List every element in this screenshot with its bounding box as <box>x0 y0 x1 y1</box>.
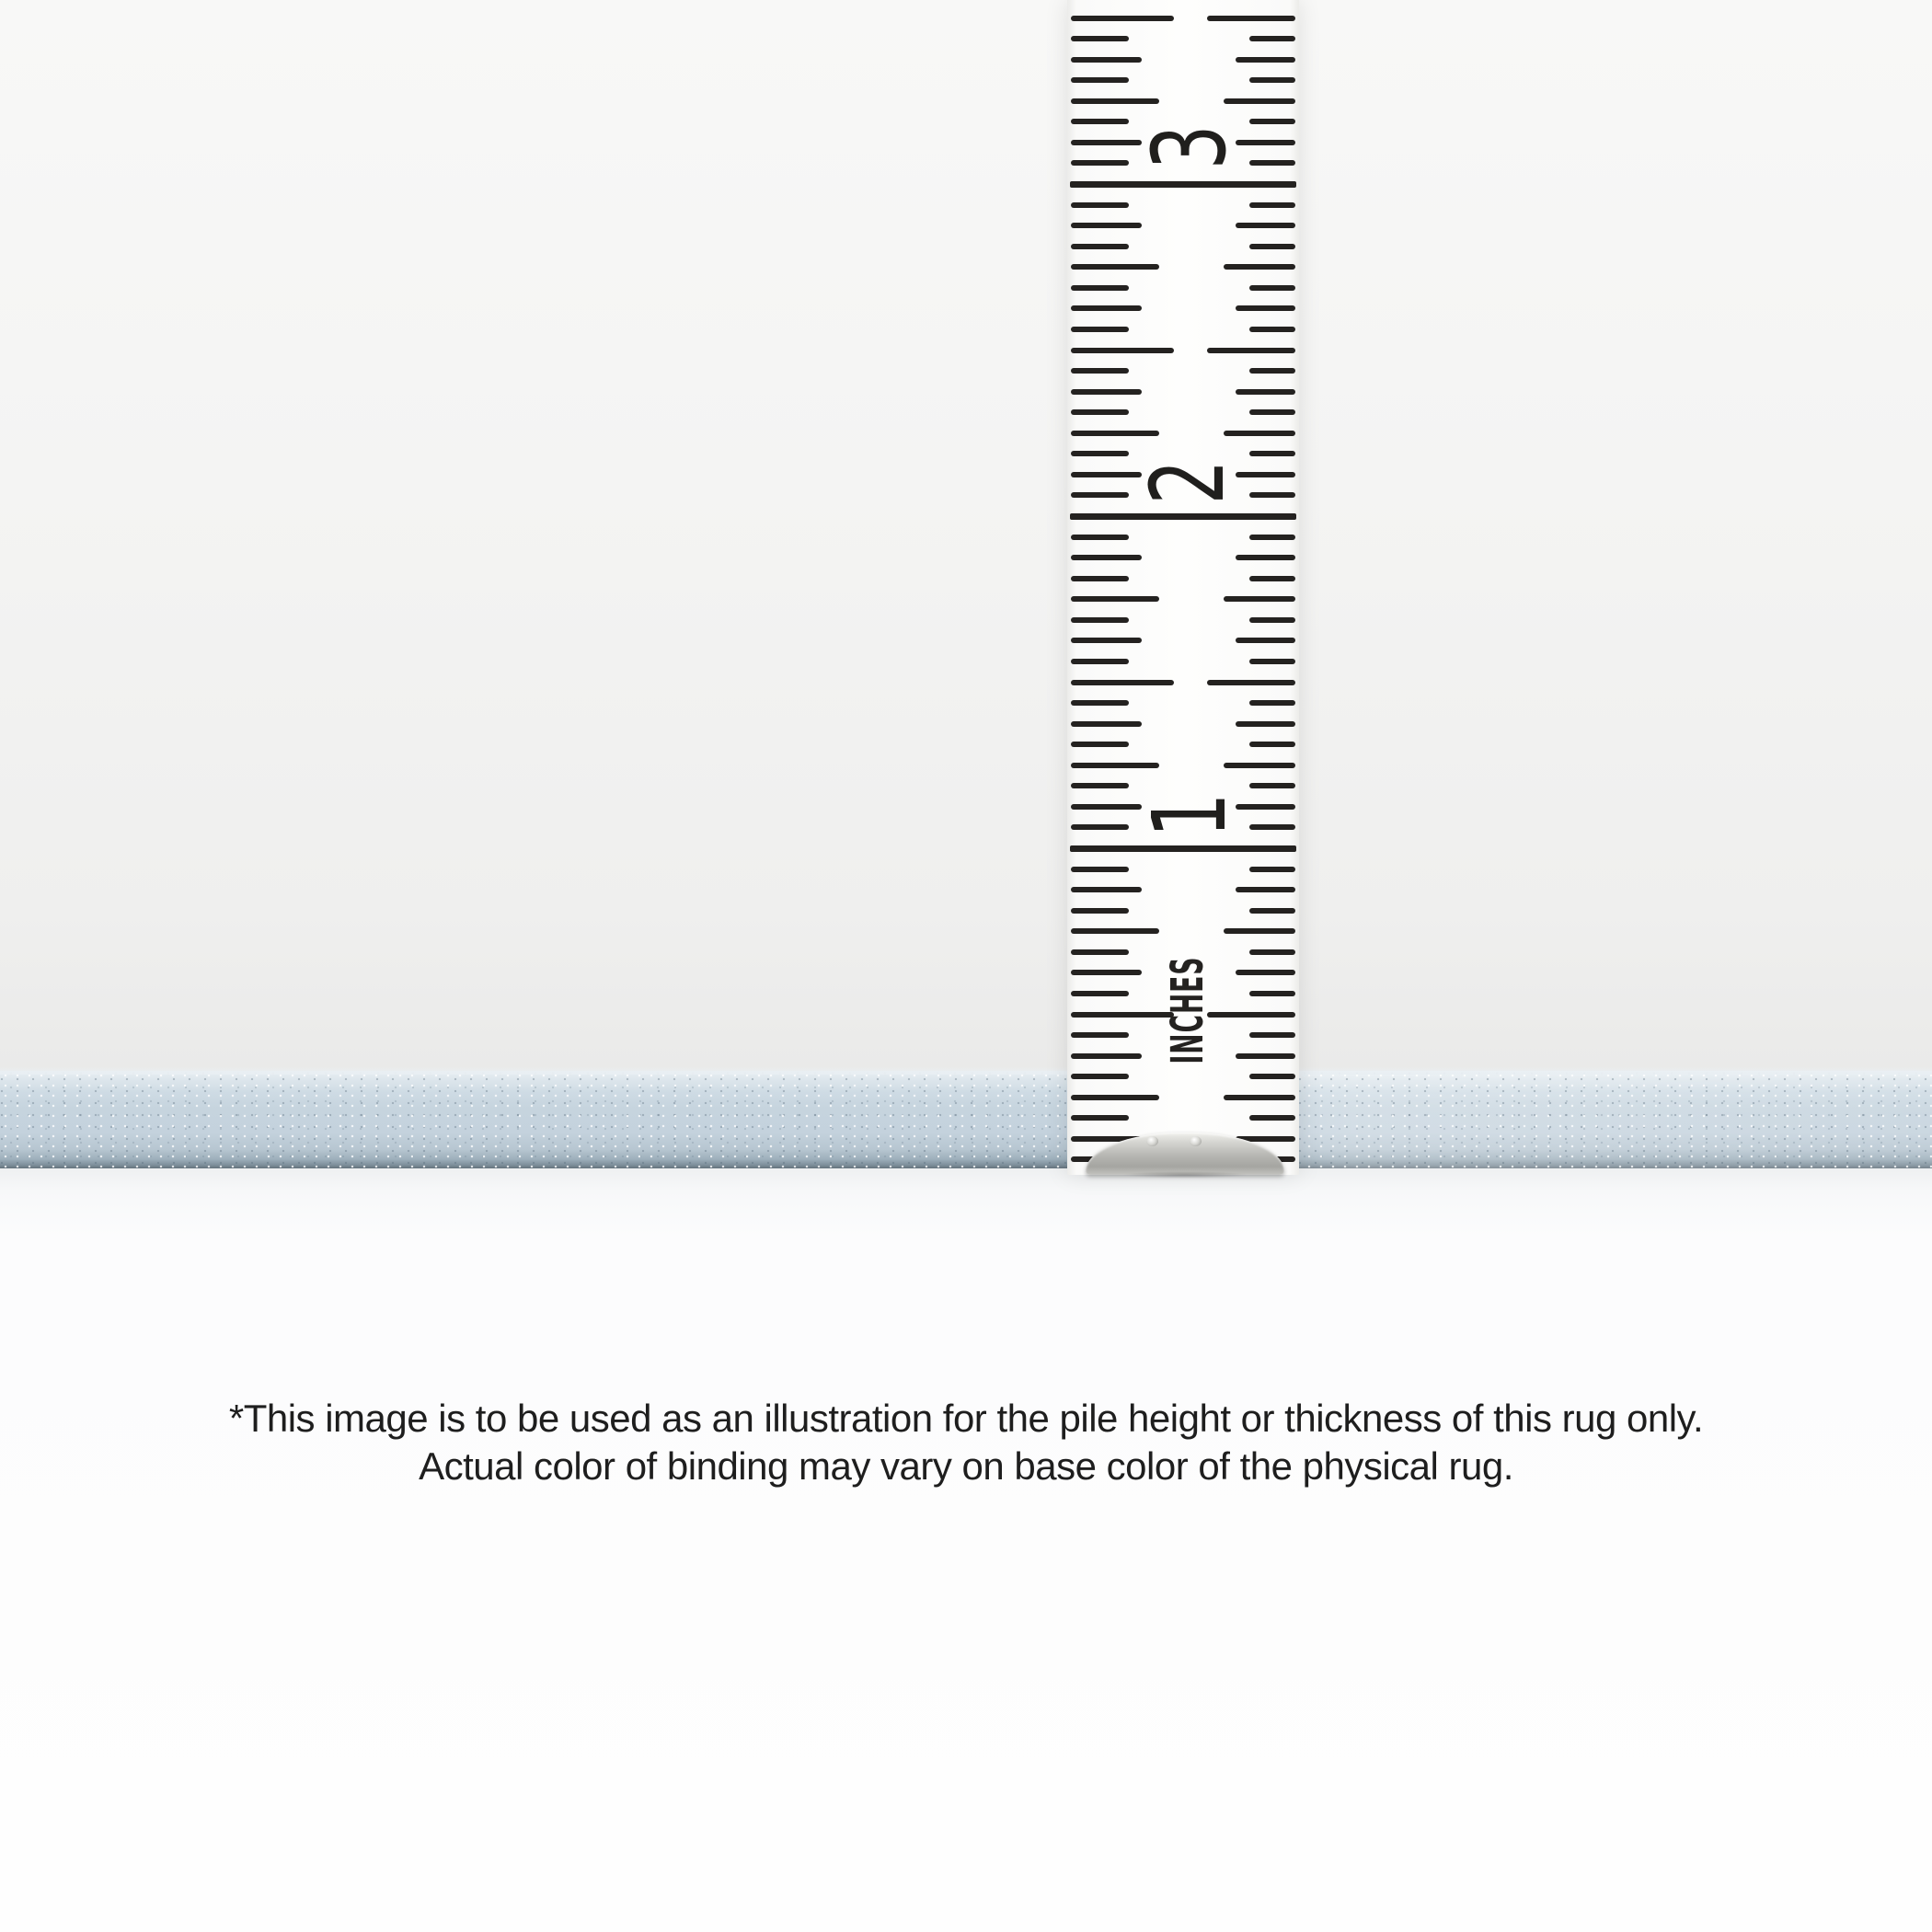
ruler-tick <box>1249 576 1295 581</box>
ruler-tick <box>1236 638 1295 643</box>
ruler-tick <box>1071 409 1129 415</box>
ruler-tick <box>1071 742 1129 747</box>
ruler-tick <box>1249 368 1295 374</box>
ruler-tick <box>1249 742 1295 747</box>
ruler-tick <box>1249 908 1295 914</box>
ruler-tick <box>1071 202 1129 208</box>
ruler-tick <box>1236 389 1295 395</box>
ruler-tick <box>1207 1012 1295 1018</box>
ruler-tick <box>1071 535 1129 540</box>
ruler-tick <box>1071 783 1129 788</box>
rivet-icon <box>1190 1136 1202 1146</box>
ruler-tick <box>1224 431 1295 436</box>
ruler-tick <box>1207 348 1295 353</box>
ruler-tick <box>1236 555 1295 560</box>
ruler-tick <box>1236 887 1295 892</box>
ruler-tick <box>1071 348 1174 353</box>
ruler-tick <box>1249 77 1295 83</box>
ruler-tick <box>1207 680 1295 685</box>
ruler-tick <box>1071 680 1174 685</box>
ruler-tick <box>1071 596 1159 602</box>
ruler-tick <box>1224 763 1295 768</box>
ruler-numeral-2: 2 <box>1129 459 1247 505</box>
ruler-tick <box>1071 1053 1142 1059</box>
ruler-tick <box>1071 1032 1129 1038</box>
ruler-tick <box>1071 389 1142 395</box>
ruler-tick <box>1071 867 1129 872</box>
ruler-tick <box>1071 16 1174 21</box>
ruler-tick <box>1249 202 1295 208</box>
ruler-tick <box>1249 119 1295 124</box>
ruler-tick <box>1071 368 1129 374</box>
ruler-numeral-3: 3 <box>1131 124 1248 170</box>
ruler-tick <box>1071 908 1129 914</box>
caption <box>0 1395 1932 1490</box>
ruler-tick <box>1236 305 1295 311</box>
ruler-tick <box>1224 98 1295 104</box>
ruler-tick <box>1071 223 1142 228</box>
ruler-unit-label: INCHES <box>1162 956 1213 1064</box>
ruler-tick <box>1224 264 1295 270</box>
ruler-tick <box>1071 1115 1129 1121</box>
ruler-tick <box>1249 659 1295 664</box>
ruler-tick <box>1071 928 1159 934</box>
caption-line-1: *This image is to be used as an illustration for the pile height or thickness of this rug only. <box>228 1397 1704 1440</box>
ruler-tick <box>1249 991 1295 996</box>
ruler-tick <box>1249 160 1295 166</box>
ruler <box>1067 0 1299 1175</box>
ruler-tick <box>1249 700 1295 706</box>
ruler-tick <box>1071 949 1129 955</box>
ruler-tick <box>1071 991 1129 996</box>
ruler-tick <box>1249 535 1295 540</box>
ruler-tick <box>1071 1074 1129 1079</box>
ruler-tick <box>1071 77 1129 83</box>
ruler-tick <box>1236 1053 1295 1059</box>
ruler-tick <box>1071 824 1129 830</box>
ruler-tick <box>1249 867 1295 872</box>
ruler-tick <box>1249 1074 1295 1079</box>
ruler-tick <box>1236 721 1295 727</box>
ruler-tick <box>1071 700 1129 706</box>
ruler-tick <box>1207 16 1295 21</box>
ruler-tick <box>1071 555 1142 560</box>
ruler-tick <box>1224 1095 1295 1100</box>
rivet-icon <box>1146 1136 1158 1146</box>
ruler-tick <box>1071 887 1142 892</box>
ruler-tick <box>1071 119 1129 124</box>
ruler-tick <box>1249 1032 1295 1038</box>
ruler-tick <box>1249 492 1295 498</box>
ruler-tick <box>1249 824 1295 830</box>
ruler-tick <box>1249 244 1295 249</box>
ruler-tick <box>1071 160 1129 166</box>
ruler-tick <box>1071 1095 1159 1100</box>
ruler-tick <box>1071 244 1129 249</box>
ruler-tick <box>1071 970 1142 975</box>
ruler-tick <box>1071 57 1142 63</box>
ruler-tick <box>1071 264 1159 270</box>
ruler-tick <box>1071 617 1129 623</box>
ruler-tick <box>1236 223 1295 228</box>
caption-line-2: Actual color of binding may vary on base color of the physical rug. <box>419 1444 1513 1488</box>
ruler-tick <box>1249 783 1295 788</box>
ruler-tick <box>1071 1012 1174 1018</box>
ruler-tick <box>1071 285 1129 291</box>
ruler-tick <box>1224 596 1295 602</box>
ruler-tick <box>1249 285 1295 291</box>
ruler-inch-line <box>1070 513 1296 520</box>
ruler-tick <box>1071 327 1129 332</box>
ruler-tick <box>1071 98 1159 104</box>
rug-cross-section <box>0 1071 1932 1170</box>
ruler-inch-line <box>1070 181 1296 188</box>
ruler-tick <box>1224 928 1295 934</box>
ruler-tick <box>1071 451 1129 456</box>
ruler-tick <box>1071 659 1129 664</box>
ruler-tick <box>1071 305 1142 311</box>
ruler-tick <box>1071 763 1159 768</box>
ruler-tick <box>1249 451 1295 456</box>
ruler-tick <box>1071 576 1129 581</box>
ruler-tick <box>1071 492 1129 498</box>
ruler-tick <box>1249 1115 1295 1121</box>
ruler-numeral-1: 1 <box>1131 792 1248 838</box>
ruler-inch-line <box>1070 845 1296 852</box>
ruler-tick <box>1071 638 1142 643</box>
ruler-tick <box>1236 57 1295 63</box>
ruler-tick <box>1249 409 1295 415</box>
ruler-tick <box>1249 327 1295 332</box>
ruler-tick <box>1071 721 1142 727</box>
ruler-tick <box>1249 617 1295 623</box>
ruler-tick <box>1249 949 1295 955</box>
ruler-tick <box>1071 36 1129 41</box>
floor <box>0 1168 1932 1932</box>
ruler-tick <box>1249 36 1295 41</box>
ruler-tick <box>1071 431 1159 436</box>
ruler-tick <box>1236 970 1295 975</box>
